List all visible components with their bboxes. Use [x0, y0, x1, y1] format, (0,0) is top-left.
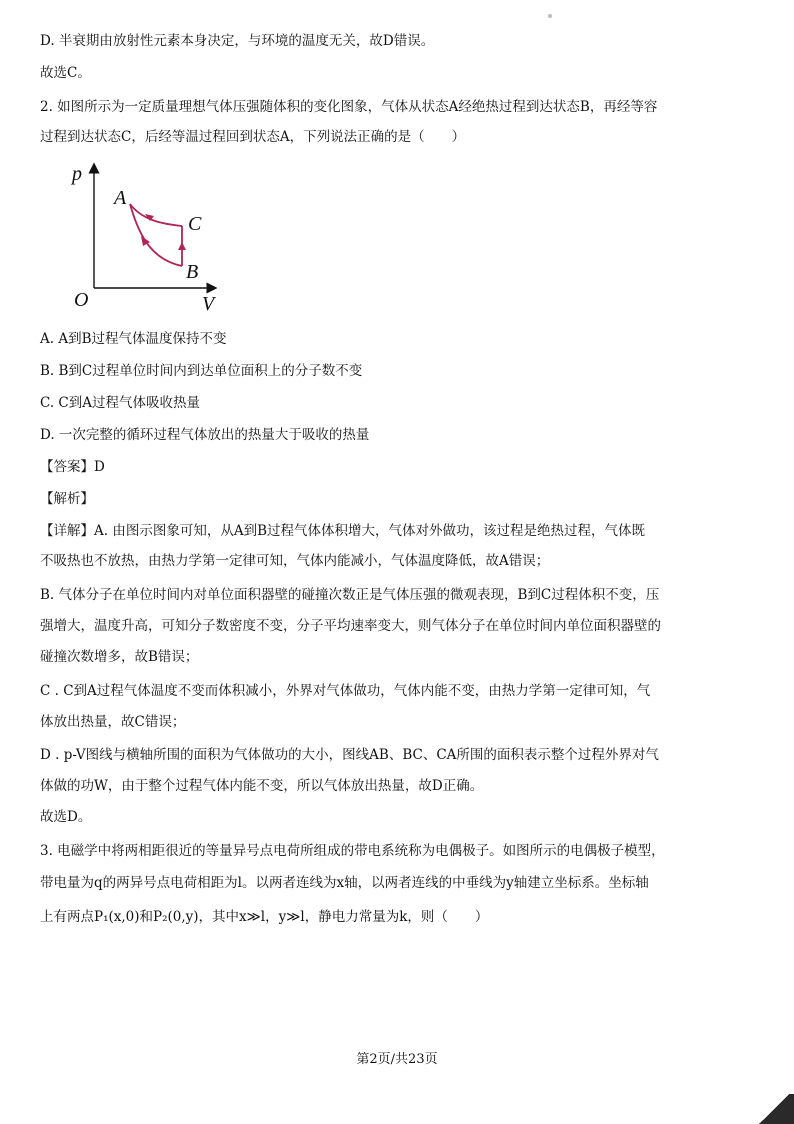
isothermal-curve-ca	[130, 204, 182, 226]
q2-stem-line-1: 2. 如图所示为一定质量理想气体压强随体积的变化图象，气体从状态A经绝热过程到达状态B，再经等容	[40, 99, 658, 115]
q2-detail-line-4: 强增大，温度升高，可知分子数密度不变，分子平均速率变大，则气体分子在单位时间内单位面积器壁的	[40, 618, 661, 634]
q2-detail-line-5: 碰撞次数增多，故B错误；	[40, 649, 199, 665]
q2-detail-line-9: 体做的功W，由于整个过程气体内能不变，所以气体放出热量，故D正确。	[40, 778, 484, 794]
pv-diagram	[62, 160, 232, 320]
q1-conclusion: 故选C。	[40, 65, 91, 81]
point-b-label: B	[186, 261, 199, 283]
q2-option-c: C. C到A过程气体吸收热量	[40, 395, 201, 411]
q2-detail-line-3: B. 气体分子在单位时间内对单位面积器壁的碰撞次数正是气体压强的微观表现，B到C过程体积不变，压	[40, 587, 660, 603]
p-axis-label: p	[72, 163, 82, 185]
arrow-bc	[178, 242, 186, 250]
q2-answer: 【答案】D	[40, 459, 105, 475]
v-axis-label: V	[202, 293, 215, 315]
adiabatic-curve-ab	[130, 204, 182, 266]
scan-corner-shadow	[754, 1094, 794, 1124]
point-a-label: A	[114, 187, 127, 209]
q2-option-a: A. A到B过程气体温度保持不变	[40, 331, 227, 347]
q2-option-d: D. 一次完整的循环过程气体放出的热量大于吸收的热量	[40, 427, 370, 443]
q2-detail-line-2: 不吸热也不放热，由热力学第一定律可知，气体内能减小，气体温度降低，故A错误；	[40, 553, 550, 569]
q2-stem-line-2: 过程到达状态C，后经等温过程回到状态A，下列说法正确的是（ ）	[40, 129, 466, 145]
q3-stem-line-2: 带电量为q的两异号点电荷相距为l。以两者连线为x轴，以两者连线的中垂线为y轴建立坐标系。坐标轴	[40, 875, 649, 891]
q2-detail-line-7: 体放出热量，故C错误；	[40, 714, 186, 730]
q2-detail-line-6: C . C到A过程气体温度不变而体积减小，外界对气体做功，气体内能不变，由热力学第一定律可知，气	[40, 683, 651, 699]
q3-stem-line-1: 3. 电磁学中将两相距很近的等量异号点电荷所组成的带电系统称为电偶极子。如图所示的电偶极子模型，	[40, 843, 665, 859]
q2-detail-line-8: D . p-V图线与横轴所围的面积为气体做功的大小，图线AB、BC、CA所围的面积表示整个过程外界对气	[40, 747, 659, 763]
origin-label: O	[74, 289, 89, 311]
point-c-label: C	[188, 213, 202, 235]
q2-detail-line-1: 【详解】A. 由图示图象可知，从A到B过程气体体积增大，气体对外做功，该过程是绝热过程，气体既	[40, 523, 646, 539]
q3-stem-line-3: 上有两点P₁(x,0)和P₂(0,y)，其中x≫l，y≫l，静电力常量为k，则（ ）	[40, 909, 489, 925]
scan-speck	[548, 14, 552, 18]
q2-option-b: B. B到C过程单位时间内到达单位面积上的分子数不变	[40, 363, 363, 379]
q2-analysis-title: 【解析】	[40, 491, 94, 507]
q1-option-d-explanation: D. 半衰期由放射性元素本身决定，与环境的温度无关，故D错误。	[40, 33, 435, 49]
q2-conclusion: 故选D。	[40, 809, 92, 825]
page-number: 第2页/共23页	[356, 1052, 438, 1067]
